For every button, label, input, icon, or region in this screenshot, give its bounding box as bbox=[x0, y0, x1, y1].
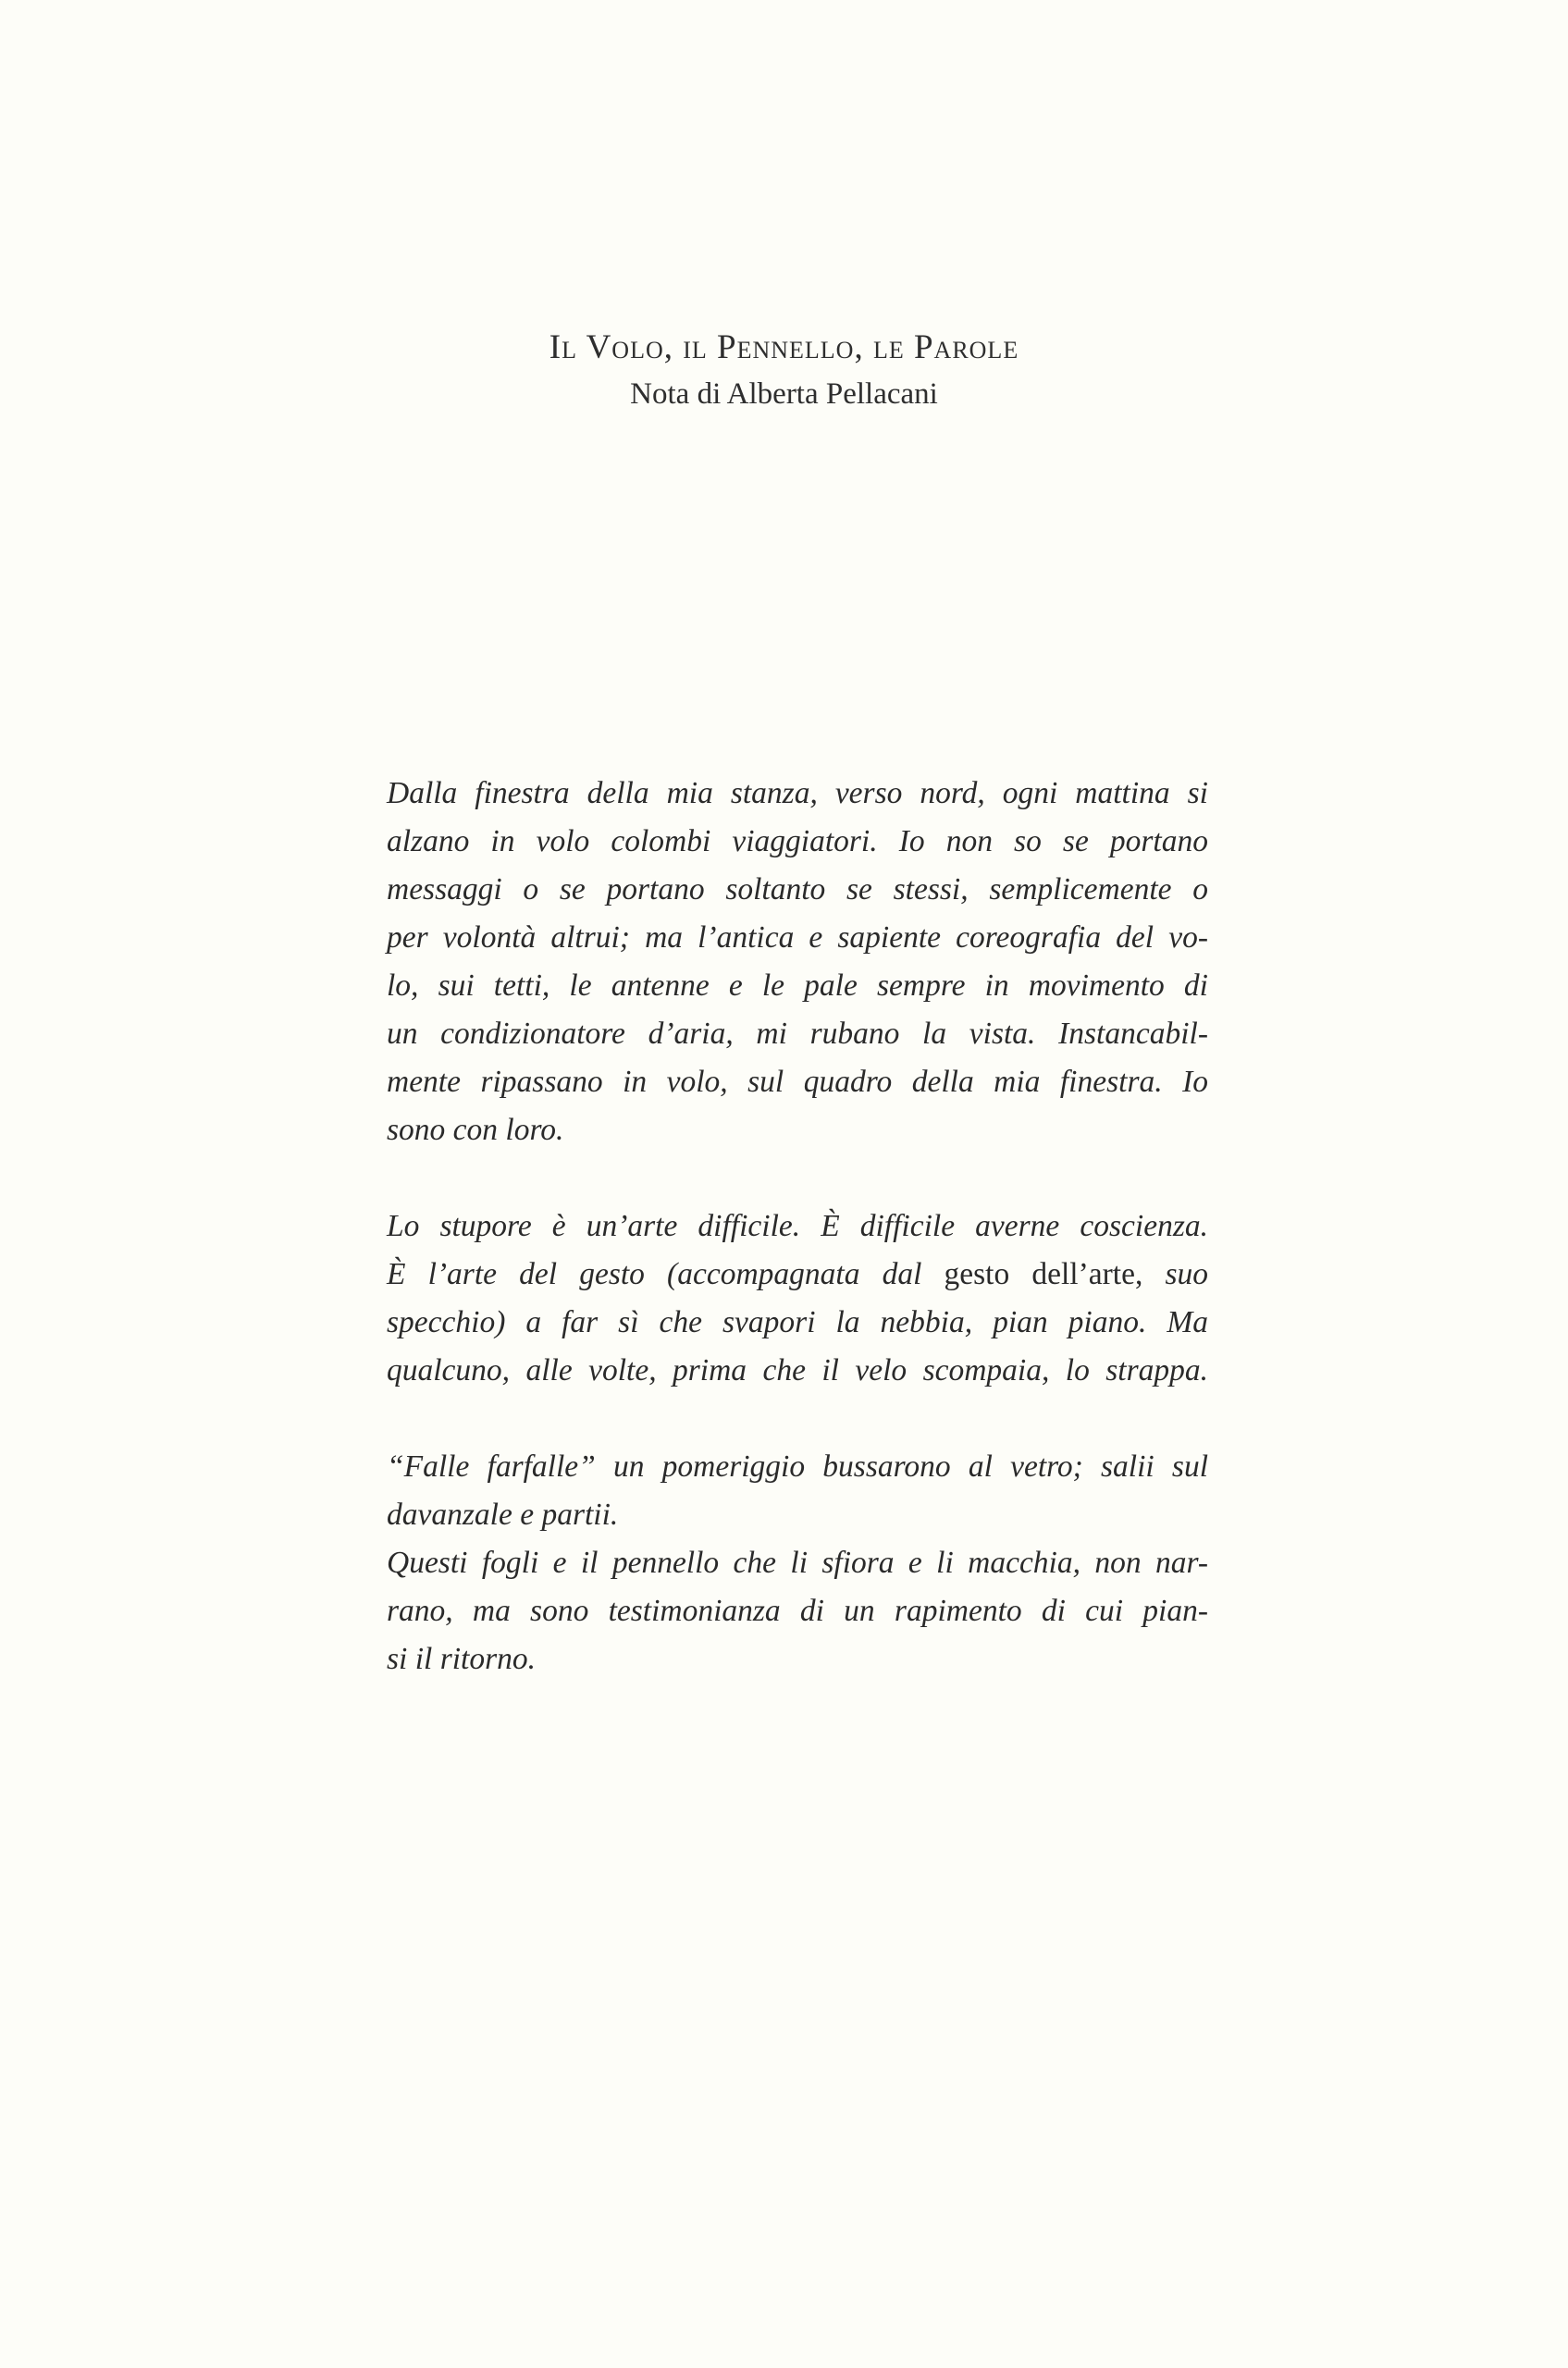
text-line: specchio) a far sì che svapori la nebbia, pian piano. Ma bbox=[387, 1305, 1208, 1339]
text-line: rano, ma sono testimonianza di un rapimento di cui pian- bbox=[387, 1594, 1208, 1628]
header bbox=[0, 326, 1568, 416]
text-segment: È l’arte del gesto (accompagnata dal bbox=[387, 1257, 945, 1291]
text-line: si il ritorno. bbox=[387, 1642, 537, 1676]
paragraph bbox=[387, 1443, 1208, 1684]
text-line: lo, sui tetti, le antenne e le pale sempre in movimento di bbox=[387, 968, 1208, 1003]
text-line: mente ripassano in volo, sul quadro della mia finestra. Io bbox=[387, 1065, 1208, 1099]
paragraph-gap bbox=[387, 1154, 1208, 1202]
text-line: davanzale e partii. bbox=[387, 1498, 619, 1532]
text-line: un condizionatore d’aria, mi rubano la vista. Instancabil- bbox=[387, 1017, 1208, 1051]
paragraph-gap bbox=[387, 1395, 1208, 1443]
text-line: Questi fogli e il pennello che li sfiora e li macchia, non nar- bbox=[387, 1546, 1208, 1580]
text-line: per volontà altrui; ma l’antica e sapiente coreografia del vo- bbox=[387, 920, 1208, 955]
upright-text-segment: gesto dell’arte, bbox=[944, 1257, 1143, 1291]
paragraph bbox=[387, 1202, 1208, 1395]
page-title: Il Volo, il Pennello, le Parole bbox=[549, 328, 1019, 366]
text-line bbox=[387, 1251, 1208, 1299]
text-line: messaggi o se portano soltanto se stessi, semplicemente o bbox=[387, 872, 1208, 906]
paragraph bbox=[387, 770, 1208, 1154]
text-segment: suo bbox=[1142, 1257, 1208, 1291]
text-line: sono con loro. bbox=[387, 1113, 564, 1147]
page-subtitle: Nota di Alberta Pellacani bbox=[630, 377, 938, 411]
text-line: alzano in volo colombi viaggiatori. Io non so se portano bbox=[387, 824, 1208, 858]
text-line: “Falle farfalle” un pomeriggio bussarono al vetro; salii sul bbox=[387, 1449, 1208, 1484]
text-line: Lo stupore è un’arte difficile. È difficile averne coscienza. bbox=[387, 1209, 1208, 1243]
text-line: qualcuno, alle volte, prima che il velo scompaia, lo strappa. bbox=[387, 1353, 1208, 1388]
text-line: Dalla finestra della mia stanza, verso nord, ogni mattina si bbox=[387, 776, 1208, 810]
body-text bbox=[387, 770, 1208, 1684]
